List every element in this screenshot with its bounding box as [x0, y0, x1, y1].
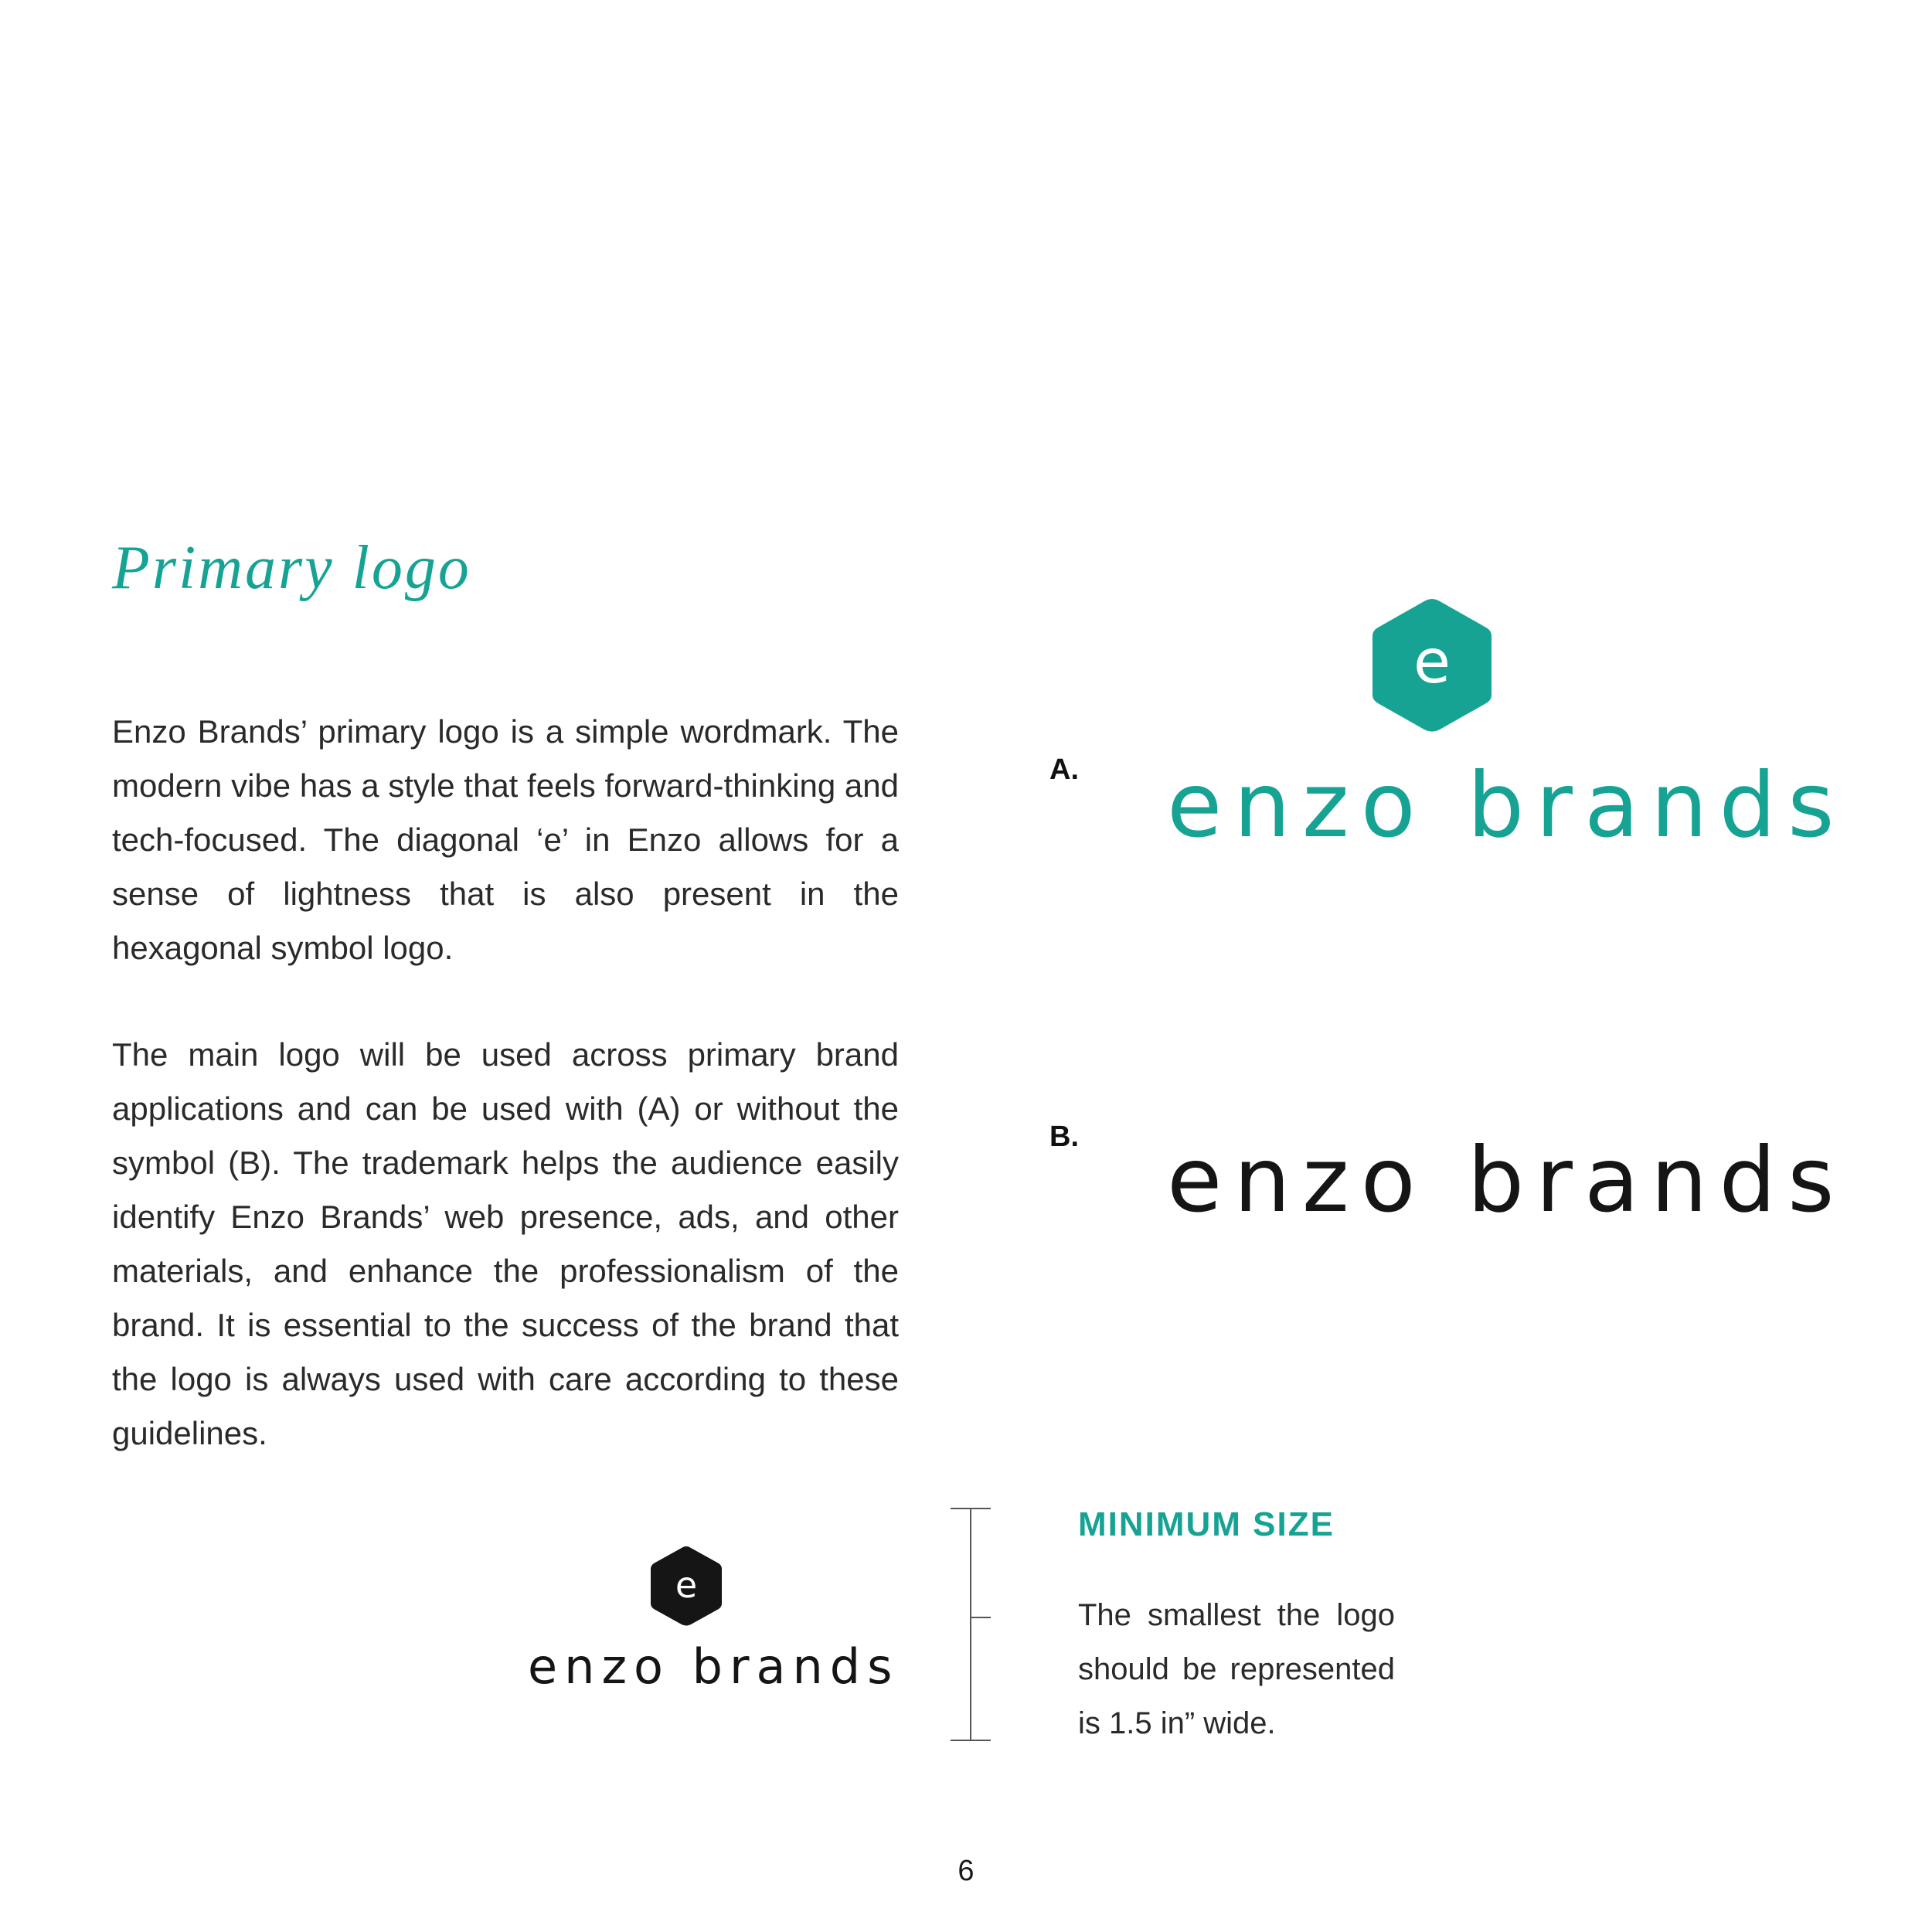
hexagon-symbol-teal-icon [1369, 596, 1495, 735]
wordmark-minimum: enzo brands [528, 1638, 900, 1695]
variant-b-label: B. [1049, 1121, 1079, 1153]
symbol-letter-c: e [675, 1564, 698, 1606]
variant-a-label: A. [1049, 753, 1079, 786]
hexagon-symbol-black-icon [649, 1545, 723, 1628]
page-title: Primary logo [112, 534, 471, 602]
wordmark-black: enzo brands [1167, 1128, 1846, 1233]
page-number: 6 [957, 1855, 975, 1887]
size-indicator-bar [949, 1507, 992, 1742]
usage-paragraph: The main logo will be used across primary brand applications and can be used with (A) or without the symbol (B). The trademark helps the audience easily identify Enzo Brands’ web presence, ads, and other materials, and enhance the professionalism of the brand. It is essential to the success of the brand that the logo is always used with care according to these guidelines. [112, 1036, 899, 1451]
intro-paragraph: Enzo Brands’ primary logo is a simple wordmark. The modern vibe has a style that feels forward-thinking and tech-focused. The diagonal ‘e’ in Enzo allows for a sense of lightness that is also present in the hexagonal symbol logo. [112, 713, 899, 966]
symbol-letter-a: e [1413, 628, 1451, 697]
minimum-size-text: The smallest the logo should be represented is 1.5 in” wide. [1078, 1598, 1395, 1740]
wordmark-teal: enzo brands [1167, 753, 1846, 858]
minimum-size-heading: MINIMUM SIZE [1078, 1505, 1335, 1543]
